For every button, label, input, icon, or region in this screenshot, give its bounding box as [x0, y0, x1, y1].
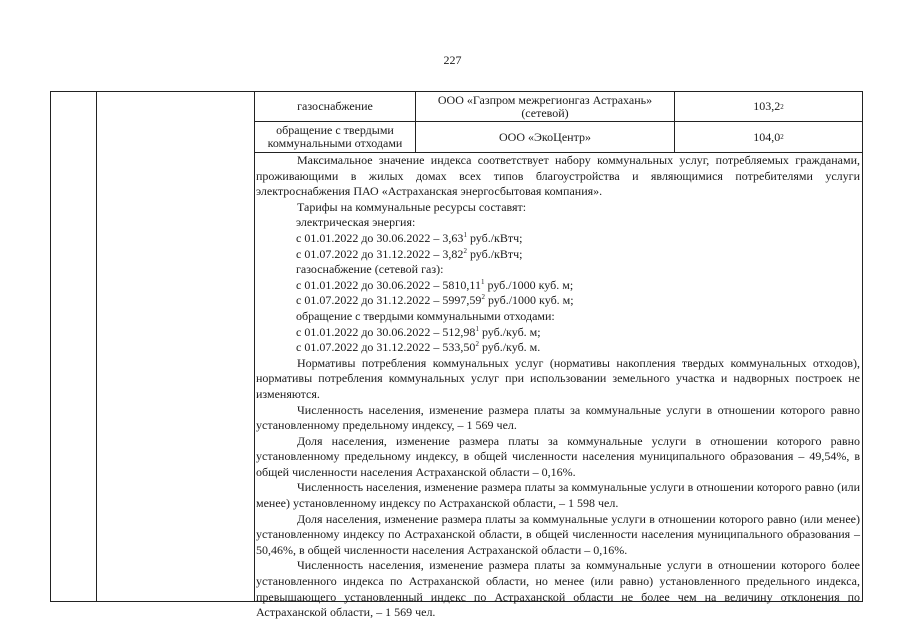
index-value: 104,0	[753, 129, 781, 144]
tariff-line: с 01.01.2022 до 30.06.2022 – 5810,11$^1$ руб./1000 куб. м;	[296, 277, 574, 292]
waste-label: обращение с твердыми коммунальными отходами:	[296, 308, 555, 323]
table-cell-provider	[416, 122, 674, 152]
tariff-line: с 01.07.2022 до 31.12.2022 – 3,82$^2$ руб./кВтч;	[296, 246, 523, 261]
body-text	[256, 153, 860, 621]
tariffs-intro: Тарифы на коммунальные ресурсы составят:	[297, 199, 527, 214]
tariff-line: с 01.01.2022 до 30.06.2022 – 512,98$^1$ руб./куб. м;	[296, 324, 541, 339]
gas-label: газоснабжение (сетевой газ):	[296, 262, 444, 277]
table-divider-col1	[96, 91, 97, 601]
service-name: коммунальными отходами	[267, 136, 403, 150]
paragraph-max-index: Максимальное значение индекса соответствует набору коммунальных услуг, потребляемых гражданами, проживающими в жилых домах всех типов благоустройства и являющимися потребителями услуги электроснабжения ПАО «Астраханская энергосбытовая компания».	[256, 153, 860, 199]
tariff-line: с 01.07.2022 до 31.12.2022 – 5997,59$^2$ руб./1000 куб. м;	[296, 293, 574, 308]
table-border-right	[862, 91, 863, 601]
tariff-line: с 01.07.2022 до 31.12.2022 – 533,50$^2$ руб./куб. м.	[296, 340, 541, 355]
paragraph-population-less-equal: Численность населения, изменение размера платы за коммунальные услуги в отношении которого равно (или менее) установленному индексу по Астраханской области, – 1 598 чел.	[256, 480, 860, 511]
paragraph-population-equal: Численность населения, изменение размера платы за коммунальные услуги в отношении которого равно установленному предельному индексу, – 1 569 чел.	[256, 402, 860, 433]
table-cell-service	[255, 122, 415, 152]
provider-name: ООО «Газпром межрегионгаз Астрахань»	[437, 92, 653, 107]
page-number: 227	[443, 53, 462, 67]
table-cell-provider	[416, 92, 674, 121]
service-name: газоснабжение	[297, 99, 373, 113]
paragraph-population-greater: Численность населения, изменение размера платы за коммунальные услуги в отношении которого более установленного индекса по Астраханской области, но менее (или равно) установленного предельного индекса, превышающего установленный индекс по Астраханской области не более чем на величину отклонения по Астраханской области, – 1 569 чел.	[256, 558, 860, 620]
provider-type: (сетевой)	[521, 105, 569, 120]
paragraph-norms: Нормативы потребления коммунальных услуг (нормативы накопления твердых коммунальных отходов), нормативы потребления коммунальных услуг при использовании земельного участка и надворных построек не изменяются.	[256, 355, 860, 401]
table-cell-index: 104,0 2	[753, 129, 784, 144]
table-border-left	[50, 91, 51, 601]
provider-name: ООО «ЭкоЦентр»	[499, 129, 591, 144]
table-cell-index: 103,2 2	[753, 99, 784, 113]
table-cell-service	[255, 92, 415, 121]
table-divider-col2	[254, 91, 255, 601]
paragraph-share-less-equal: Доля населения, изменение размера платы за коммунальные услуги в отношении которого равно (или менее) установленному индексу по Астраханской области, в общей численности населения муниципального образования – 50,46%, в общей численности населения Астраханской области – 0,16%.	[256, 511, 860, 557]
paragraph-share-equal: Доля населения, изменение размера платы за коммунальные услуги в отношении которого равно установленному предельному индексу, в общей численности населения муниципального образования – 49,54%, в общей численности населения Астраханской области – 0,16%.	[256, 433, 860, 479]
service-name: обращение с твердыми	[276, 123, 394, 137]
index-value: 103,2	[753, 99, 781, 113]
tariff-line: с 01.01.2022 до 30.06.2022 – 3,63$^1$ руб./кВтч;	[296, 230, 523, 245]
electricity-label: электрическая энергия:	[296, 215, 416, 230]
